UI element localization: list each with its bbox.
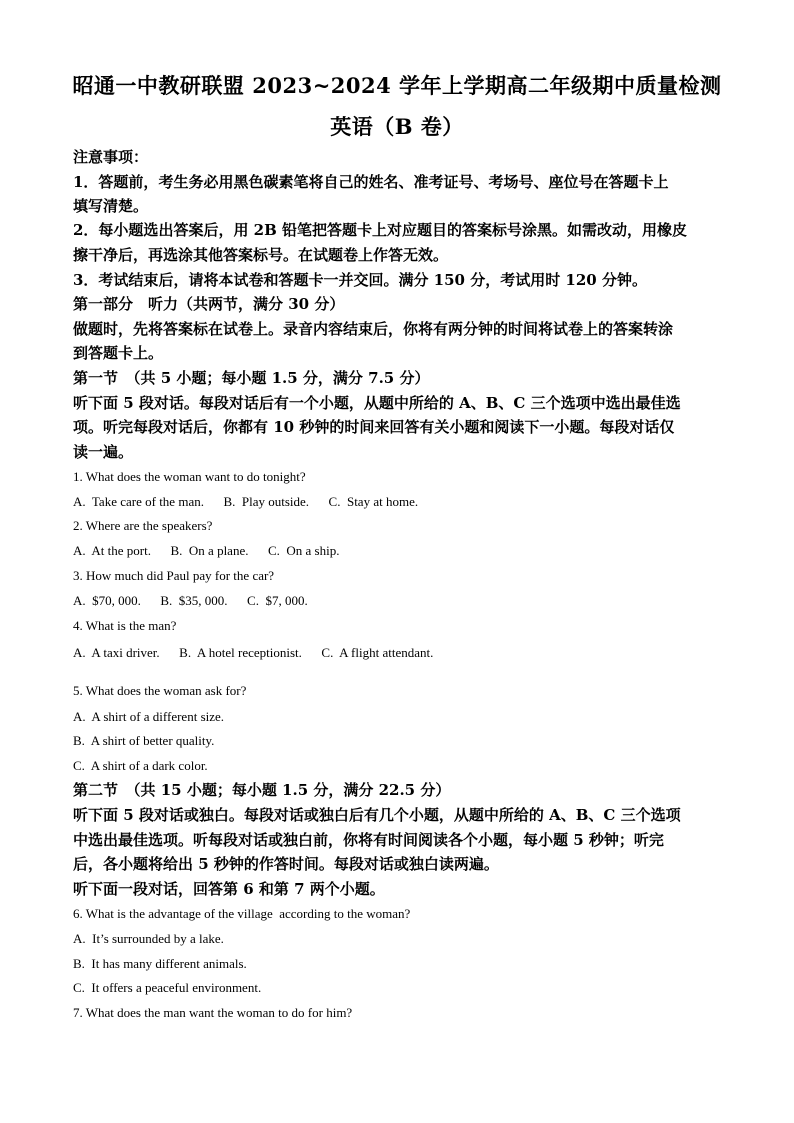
section1-heading: 第一节 （共 5 小题；每小题 1.5 分，满分 7.5 分） (73, 369, 430, 387)
question-3-stem: 3. How much did Paul pay for the car? (73, 568, 275, 583)
part1-intro-line-1: 做题时，先将答案标在试卷上。录音内容结束后，你将有两分钟的时间将试卷上的答案转涂 (73, 320, 674, 338)
section2-intro-line-3: 后，各小题将给出 5 秒钟的作答时间。每段对话或独白读两遍。 (73, 855, 499, 873)
question-4-stem: 4. What is the man? (73, 618, 177, 633)
question-5-option-c: C. A shirt of a dark color. (73, 758, 208, 773)
question-6-option-c: C. It offers a peaceful environment. (73, 980, 262, 995)
section2-heading: 第二节 （共 15 小题；每小题 1.5 分，满分 22.5 分） (73, 781, 451, 799)
question-5-option-b: B. A shirt of better quality. (73, 733, 215, 748)
question-6-option-a: A. It’s surrounded by a lake. (73, 931, 224, 946)
question-6-option-b: B. It has many different animals. (73, 956, 247, 971)
notice-item-3: 3．考试结束后，请将本试卷和答题卡一并交回。满分 150 分，考试用时 120 分钟。 (73, 271, 647, 289)
section2-group-intro: 听下面一段对话，回答第 6 和第 7 两个小题。 (73, 880, 385, 898)
section2-intro-line-2: 中选出最佳选项。听每段对话或独白前，你将有时间阅读各个小题，每小题 5 秒钟；听完 (73, 831, 664, 849)
question-2-stem: 2. Where are the speakers? (73, 518, 213, 533)
section1-intro-line-1: 听下面 5 段对话。每段对话后有一个小题，从题中所给的 A、B、C 三个选项中选出最佳选 (73, 394, 681, 412)
notice-item-1-line-1: 1．答题前，考生务必用黑色碳素笔将自己的姓名、准考证号、考场号、座位号在答题卡上 (73, 173, 669, 191)
exam-subtitle: 英语（B 卷） (330, 114, 464, 139)
section2-intro-line-1: 听下面 5 段对话或独白。每段对话或独白后有几个小题，从题中所给的 A、B、C 三个选项 (73, 806, 681, 824)
notice-item-1-line-2: 填写清楚。 (73, 197, 149, 215)
part1-heading: 第一部分 听力（共两节，满分 30 分） (73, 295, 345, 313)
notice-heading: 注意事项： (73, 148, 149, 166)
notice-item-2-line-1: 2．每小题选出答案后，用 2B 铅笔把答题卡上对应题目的答案标号涂黑。如需改动，用橡皮 (73, 221, 688, 239)
part1-intro-line-2: 到答题卡上。 (73, 344, 164, 362)
notice-item-2-line-2: 擦干净后，再选涂其他答案标号。在试题卷上作答无效。 (73, 246, 449, 264)
exam-title: 昭通一中教研联盟 2023~2024 学年上学期高二年级期中质量检测 (72, 73, 722, 98)
question-5-stem: 5. What does the woman ask for? (73, 683, 247, 698)
question-1-options: A. Take care of the man. B. Play outside. C. Stay at home. (73, 494, 419, 509)
question-5-option-a: A. A shirt of a different size. (73, 709, 225, 724)
section1-intro-line-2: 项。听完每段对话后，你都有 10 秒钟的时间来回答有关小题和阅读下一小题。每段对话仅 (73, 418, 675, 436)
question-2-options: A. At the port. B. On a plane. C. On a ship. (73, 543, 340, 558)
question-6-stem: 6. What is the advantage of the village according to the woman? (73, 906, 411, 921)
question-1-stem: 1. What does the woman want to do tonight? (73, 469, 306, 484)
question-7-stem: 7. What does the man want the woman to do for him? (73, 1005, 353, 1020)
question-4-options: A. A taxi driver. B. A hotel receptionist. C. A flight attendant. (73, 645, 434, 660)
section1-intro-line-3: 读一遍。 (73, 443, 134, 461)
question-3-options: A. $70, 000. B. $35, 000. C. $7, 000. (73, 593, 308, 608)
